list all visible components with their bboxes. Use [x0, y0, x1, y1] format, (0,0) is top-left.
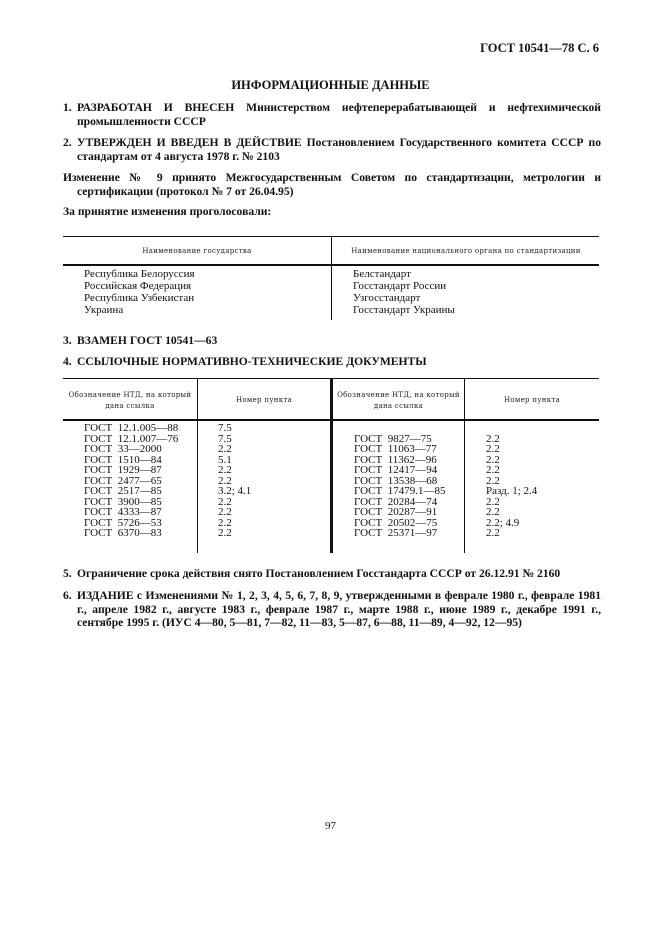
item-text: УТВЕРЖДЕН И ВВЕДЕН В ДЕЙСТВИЕ Постановлением Государственного комитета СССР по стандартам от 4 августа 1978 г. № 2103: [77, 136, 601, 163]
table-cell-doc: ГОСТ 20284—74: [354, 495, 438, 508]
item-number: 2.: [63, 136, 72, 149]
table-cell-body: Госстандарт России: [353, 280, 447, 292]
table-cell-state: Украина: [84, 304, 124, 316]
table-cell-clause: 2.2: [218, 443, 232, 455]
votes-header-body: Наименование национального органа по стандартизации: [351, 247, 581, 255]
table-cell-doc: ГОСТ 13538—68: [354, 474, 438, 487]
amendment-note: Изменение № 9 принято Межгосударственным Советом по стандартизации, метрологии и сертификации (протокол № 7 от 26.04.95): [63, 171, 601, 198]
refs-header-doc: Обозначение НТД, на который дана ссылка: [68, 391, 192, 410]
table-cell-clause: 2.2: [218, 527, 232, 539]
table-cell-doc: ГОСТ 4333—87: [84, 506, 162, 518]
table-cell-doc: ГОСТ 25371—97: [354, 527, 438, 539]
table-cell-doc: ГОСТ 11063—77: [354, 443, 437, 455]
table-cell-clause: 2.2; 4.9: [486, 516, 520, 529]
table-cell-clause: 2.2: [486, 527, 500, 539]
table-cell-doc: ГОСТ 17479.1—85: [354, 485, 446, 497]
table-cell-clause: 7.5: [218, 422, 232, 434]
table-cell-clause: 3.2; 4.1: [218, 485, 252, 497]
table-cell-doc: ГОСТ 2517—85: [84, 485, 162, 497]
table-cell-doc: ГОСТ 20287—91: [354, 506, 438, 518]
table-cell-clause: 2.2: [218, 464, 232, 476]
table-cell-doc: ГОСТ 12417—94: [354, 464, 438, 476]
table-cell-doc: ГОСТ 12.1.005—88: [84, 422, 179, 434]
voted-label: За принятие изменения проголосовали:: [63, 205, 272, 218]
table-cell-clause: 2.2: [218, 495, 232, 508]
item-number: 1.: [63, 101, 72, 114]
table-cell-doc: ГОСТ 33—2000: [84, 443, 162, 455]
table-cell-doc: ГОСТ 1510—84: [84, 453, 162, 466]
table-cell-clause: 7.5: [218, 432, 232, 445]
page-number: 97: [325, 820, 336, 832]
item-1: [63, 101, 601, 128]
table-cell-doc: ГОСТ 9827—75: [354, 432, 432, 445]
item-6: 6. ИЗДАНИЕ с Изменениями № 1, 2, 3, 4, 5, 6, 7, 8, 9, утвержденными в феврале 1980 г., феврале 1981 г., апреле 1982 г., августе 1983 г., феврале 1987 г., марте 1988 г., июне 1989 г., декабре 1991 г., сентябре 1995 г. (ИУС 4—80, 5—81, 7—82, 11—83, 5—87, 6—88, 11—89, 4—92, 12—95): [63, 589, 601, 629]
refs-header-clause-2: Номер пункта: [503, 396, 561, 404]
table-cell-state: Российская Федерация: [84, 280, 192, 292]
table-cell-doc: ГОСТ 11362—96: [354, 453, 437, 466]
item-4: 4. ССЫЛОЧНЫЕ НОРМАТИВНО-ТЕХНИЧЕСКИЕ ДОКУМЕНТЫ: [63, 355, 427, 368]
page-header: ГОСТ 10541—78 С. 6: [480, 41, 599, 55]
table-cell-doc: ГОСТ 20502—75: [354, 516, 438, 529]
table-cell-clause: 2.2: [486, 495, 500, 508]
item-text: РАЗРАБОТАН И ВНЕСЕН Министерством нефтеперерабатывающей и нефтехимической промышленности СССР: [77, 101, 601, 128]
item-5: 5. Ограничение срока действия снято Постановлением Госстандарта СССР от 26.12.91 № 2160: [63, 567, 561, 580]
table-cell-clause: 2.2: [218, 516, 232, 529]
refs-header-doc-2: Обозначение НТД, на который дана ссылка: [337, 391, 460, 410]
table-cell-clause: 2.2: [486, 432, 500, 445]
table-cell-body: Узгосстандарт: [353, 292, 421, 304]
table-cell-state: Республика Белоруссия: [84, 268, 195, 280]
table-cell-state: Республика Узбекистан: [84, 292, 195, 304]
table-cell-body: Госстандарт Украины: [353, 304, 455, 316]
item-3: 3. ВЗАМЕН ГОСТ 10541—63: [63, 334, 218, 347]
page-title: ИНФОРМАЦИОННЫЕ ДАННЫЕ: [231, 78, 430, 92]
table-cell-clause: 2.2: [486, 506, 500, 518]
table-cell-clause: 2.2: [218, 474, 232, 487]
table-cell-clause: 2.2: [486, 464, 500, 476]
item-2: [63, 136, 601, 163]
table-cell-doc: ГОСТ 6370—83: [84, 527, 162, 539]
table-cell-doc: ГОСТ 2477—65: [84, 474, 162, 487]
table-cell-doc: ГОСТ 3900—85: [84, 495, 162, 508]
table-cell-doc: ГОСТ 1929—87: [84, 464, 162, 476]
table-cell-clause: 2.2: [486, 474, 500, 487]
table-cell-clause: Разд. 1; 2.4: [486, 485, 538, 497]
table-cell-clause: 2.2: [218, 506, 232, 518]
table-cell-doc: ГОСТ 5726—53: [84, 516, 162, 529]
table-cell-body: Белстандарт: [353, 268, 411, 280]
refs-header-clause: Номер пункта: [235, 396, 293, 404]
votes-header-state: Наименование государства: [142, 247, 252, 255]
table-cell-doc: ГОСТ 12.1.007—76: [84, 432, 179, 445]
table-cell-clause: 5.1: [218, 453, 232, 466]
header-rule: [63, 419, 599, 421]
table-cell-clause: 2.2: [486, 443, 500, 455]
header-rule: [63, 264, 599, 266]
table-cell-clause: 2.2: [486, 453, 500, 466]
